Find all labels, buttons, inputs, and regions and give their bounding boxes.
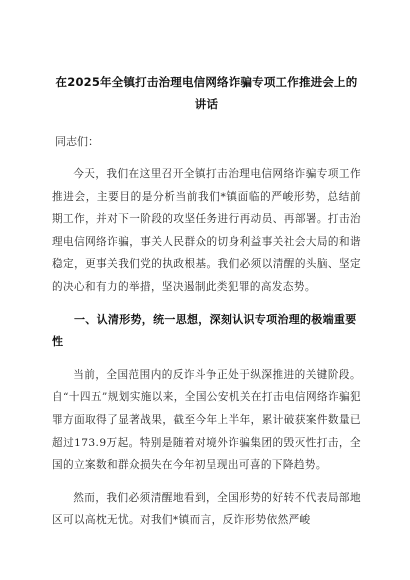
paragraph-local-situation: 然而，我们必须清醒地看到，全国形势的好转不代表局部地区可以高枕无忧。对我们*镇而言，反诈形势依然严峻 [52,491,361,527]
title-line-2: 讲话 [194,97,219,111]
paragraph-intro: 今天，我们在这里召开全镇打击治理电信网络诈骗专项工作推进会，主要目的是分析当前我们*镇面临的严峻形势，总结前期工作，并对下一阶段的攻坚任务进行再动员、再部署。打击治理电信网络诈骗，事关人民群众的切身利益事关社会大局的和谐稳定，更事关我们党的执政根基。我们必须以清醒的头脑、坚定的决心和有力的举措，坚决遏制此类犯罪的高发态势。 [52,168,361,293]
paragraph-situation: 当前，全国范围内的反诈斗争正处于纵深推进的关键阶段。自“十四五”规划实施以来，全国公安机关在打击电信网络诈骗犯罪方面取得了显著战果，截至今年上半年，累计破获案件数量已超过173.9万起。特别是随着对境外诈骗集团的毁灭性打击，全国的立案数和群众损失在今年初呈现出可喜的下降趋势。 [52,368,361,472]
document-title [52,71,361,115]
section-heading-1: 一、认清形势，统一思想，深刻认识专项治理的极端重要性 [52,312,357,349]
title-line-1: 在2025年全镇打击治理电信网络诈骗专项工作推进会上的 [55,75,358,89]
salutation: 同志们： [55,135,99,148]
